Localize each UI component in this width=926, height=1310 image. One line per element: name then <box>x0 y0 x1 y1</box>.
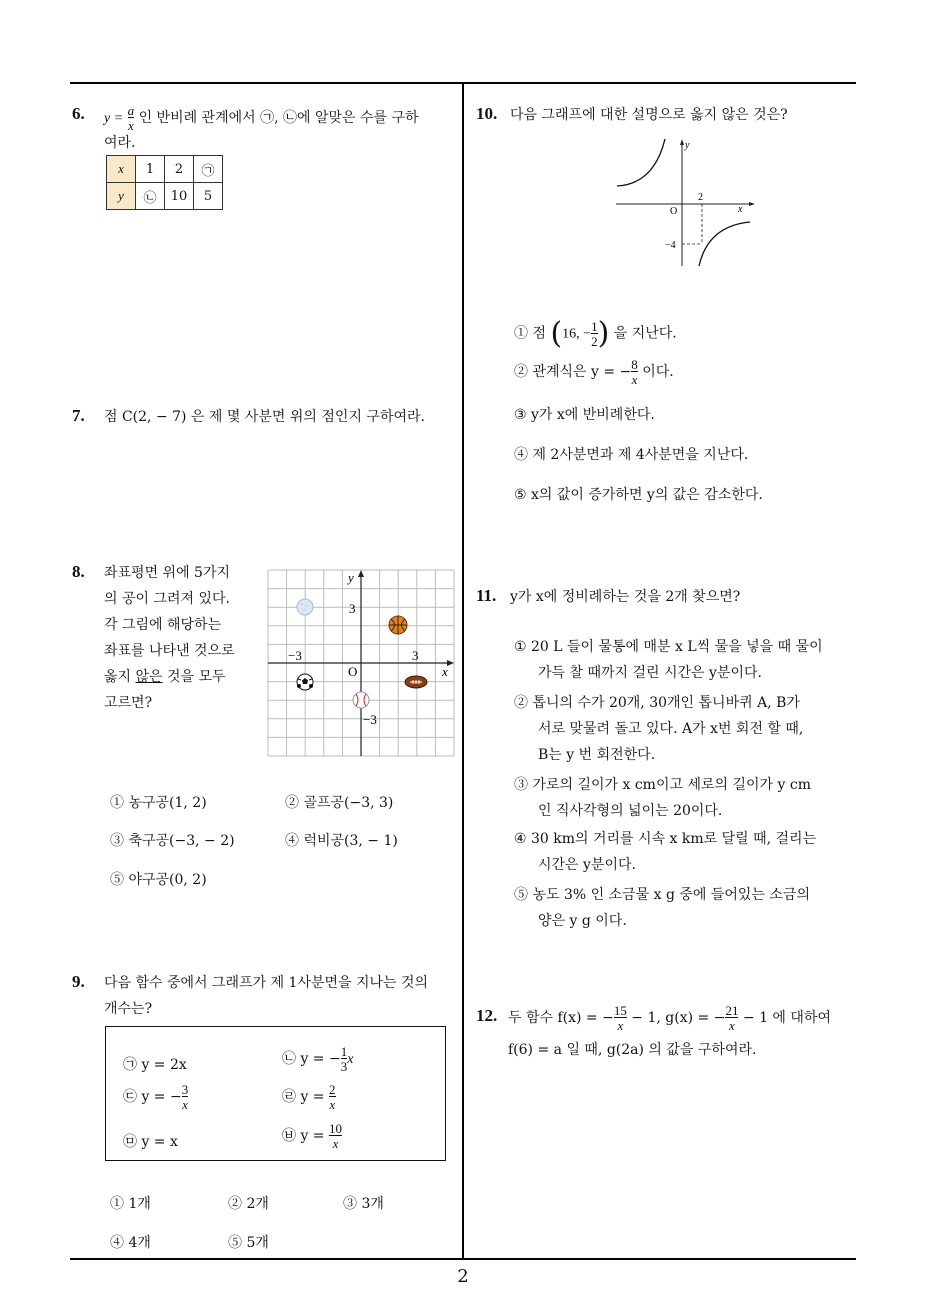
q8-coordinate-grid <box>266 568 456 758</box>
q8-emphasis: 않은 <box>135 669 163 685</box>
x-axis-label: x <box>442 664 448 679</box>
q12-text-line2: f(6) = a 일 때, g(2a) 의 값을 구하여라. <box>508 1042 757 1058</box>
origin-label: O <box>348 664 358 679</box>
tick-label: −3 <box>288 648 302 663</box>
q8-option-3[interactable]: ③ 축구공(−3, − 2) <box>110 833 235 849</box>
table-cell: x <box>107 156 136 183</box>
q6-text-line2: 여라. <box>104 135 136 151</box>
bottom-rule <box>70 1258 856 1260</box>
baseball-icon <box>353 692 369 708</box>
q9-option-1[interactable]: ① 1개 <box>110 1196 151 1212</box>
table-cell: 5 <box>194 183 223 210</box>
q9-option-4[interactable]: ④ 4개 <box>110 1235 151 1251</box>
q8-line: 고르면? <box>104 695 153 711</box>
page-number: 2 <box>457 1266 469 1287</box>
q8-option-1[interactable]: ① 농구공(1, 2) <box>110 795 207 811</box>
table-cell: y <box>107 183 136 210</box>
golf-ball-icon <box>297 599 313 615</box>
q11-text: y가 x에 정비례하는 것을 2개 찾으면? <box>510 589 741 605</box>
q10-option-2[interactable]: ② 관계식은 y = − $\frac{8}{x}$ 이다. <box>514 357 674 387</box>
q6-fraction: $\frac{a}{x}$ <box>127 103 135 133</box>
table-cell: ㉠ <box>194 156 223 183</box>
column-divider <box>462 82 464 1260</box>
tick-label: 3 <box>349 601 356 616</box>
q10-number: 10. <box>476 104 498 123</box>
q8-line: 각 그림에 해당하는 <box>104 617 222 633</box>
soccer-ball-icon <box>297 674 313 690</box>
rugby-ball-icon <box>405 676 427 688</box>
q6-number: 6. <box>72 104 85 123</box>
tick-label: −4 <box>665 240 676 251</box>
tick-label: 3 <box>412 648 419 663</box>
hyperbola-branch-q4 <box>699 222 750 266</box>
q9-number: 9. <box>72 972 85 991</box>
q8-line: 좌표를 나타낸 것으로 <box>104 643 235 659</box>
q9-text-line2: 개수는? <box>104 1001 153 1017</box>
q8-line: 의 공이 그려져 있다. <box>104 591 230 607</box>
q9-option-5[interactable]: ⑤ 5개 <box>228 1235 269 1251</box>
origin-label: O <box>670 206 678 217</box>
y-axis-label: y <box>685 140 690 151</box>
q6-table <box>106 155 223 210</box>
q11-option-3[interactable]: ③ 가로의 길이가 x cm이고 세로의 길이가 y cm 인 직사각형의 넓이는 20이다. <box>514 777 811 819</box>
q11-option-5[interactable]: ⑤ 농도 3% 인 소금물 x g 중에 들어있는 소금의 양은 y g 이다. <box>514 887 810 929</box>
basketball-icon <box>389 616 407 634</box>
q10-hyperbola-graph <box>612 134 758 270</box>
table-cell: 10 <box>165 183 194 210</box>
q9-item-f: ㉥ y = $\frac{10}{x}$ <box>282 1121 342 1151</box>
q10-option-1[interactable]: ① 점 (16, − $\frac{1}{2}$ ) 을 지난다. <box>514 316 677 351</box>
q11-option-4[interactable]: ④ 30 km의 거리를 시속 x km로 달릴 때, 걸리는 시간은 y분이다. <box>514 831 817 873</box>
q9-item-c: ㉢ y = − $\frac{3}{x}$ <box>123 1082 189 1112</box>
table-row <box>107 183 223 210</box>
q8-number: 8. <box>72 562 85 581</box>
y-axis-label: y <box>348 570 354 585</box>
q10-text: 다음 그래프에 대한 설명으로 옳지 않은 것은? <box>510 107 788 123</box>
q9-item-a: ㉠ y = 2x <box>123 1057 187 1073</box>
q8-option-2[interactable]: ② 골프공(−3, 3) <box>285 795 394 811</box>
q10-option-3[interactable]: ③ y가 x에 반비례한다. <box>514 407 655 423</box>
q11-option-1[interactable]: ① 20 L 들이 물통에 매분 x L씩 물을 넣을 때 물이 가득 찰 때까지 걸린 시간은 y분이다. <box>514 639 823 681</box>
q11-option-2[interactable]: ② 톱니의 수가 20개, 30개인 톱니바퀴 A, B가 서로 맞물려 돌고 있다. A가 x번 회전 할 때, B는 y 번 회전한다. <box>514 695 804 763</box>
q8-option-5[interactable]: ⑤ 야구공(0, 2) <box>110 872 207 888</box>
tick-label: 2 <box>698 192 703 203</box>
tick-label: −3 <box>363 712 377 727</box>
q6-text-prefix: y = <box>104 111 124 126</box>
table-row <box>107 156 223 183</box>
q12-text-line1: 두 함수 f(x) = − $\frac{15}{x}$ − 1, g(x) = − $\frac{21}{x}$ − 1 에 대하여 <box>508 1003 831 1033</box>
q6-text-line1: 인 반비례 관계에서 ㉠, ㉡에 알맞은 수를 구하 <box>138 110 419 126</box>
q10-option-4[interactable]: ④ 제 2사분면과 제 4사분면을 지난다. <box>514 447 749 463</box>
q7-text: 점 C(2, − 7) 은 제 몇 사분면 위의 점인지 구하여라. <box>104 409 425 425</box>
q9-option-2[interactable]: ② 2개 <box>228 1196 269 1212</box>
table-cell: ㉡ <box>136 183 165 210</box>
q9-item-b: ㉡ y = − $\frac{1}{3}$ x <box>282 1044 354 1074</box>
q11-number: 11. <box>476 586 497 605</box>
q8-text <box>104 560 235 716</box>
q6-text <box>104 104 459 132</box>
q9-text-line1: 다음 함수 중에서 그래프가 제 1사분면을 지나는 것의 <box>104 975 429 991</box>
q8-line: 옳지 않은 것을 모두 <box>104 669 226 685</box>
table-cell: 1 <box>136 156 165 183</box>
x-axis-label: x <box>738 204 743 215</box>
q9-item-d: ㉣ y = $\frac{2}{x}$ <box>282 1082 336 1112</box>
q8-option-4[interactable]: ④ 럭비공(3, − 1) <box>285 833 398 849</box>
q12-number: 12. <box>476 1006 498 1025</box>
q9-item-e: ㉤ y = x <box>123 1134 178 1150</box>
q7-number: 7. <box>72 406 85 425</box>
q8-line: 좌표평면 위에 5가지 <box>104 565 230 581</box>
q10-option-5[interactable]: ⑤ x의 값이 증가하면 y의 값은 감소한다. <box>514 487 763 503</box>
q9-option-3[interactable]: ③ 3개 <box>343 1196 384 1212</box>
hyperbola-branch-q2 <box>617 139 665 186</box>
table-cell: 2 <box>165 156 194 183</box>
